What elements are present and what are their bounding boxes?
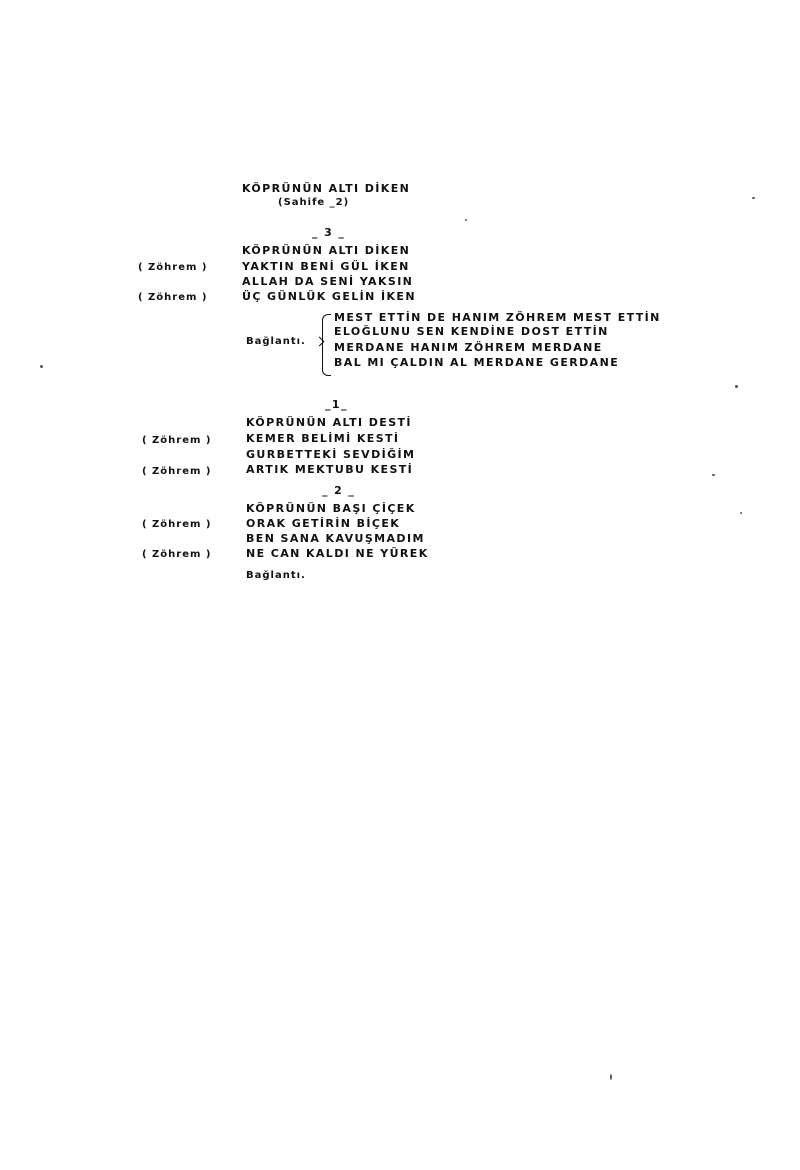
- refrain-line-1: MEST ETTİN DE HANIM ZÖHREM MEST ETTİN: [334, 311, 661, 324]
- scan-speck: [752, 197, 755, 199]
- verse3-line-3: ALLAH DA SENİ YAKSIN: [242, 275, 414, 288]
- verse3-line-2: YAKTIN BENİ GÜL İKEN: [242, 260, 410, 273]
- scan-speck: [40, 365, 43, 368]
- verse1-speaker-2: ( Zöhrem ): [142, 435, 212, 446]
- verse3-line-1: KÖPRÜNÜN ALTI DİKEN: [242, 244, 411, 257]
- verse2-speaker-2: ( Zöhrem ): [142, 519, 212, 530]
- scan-speck: [465, 219, 467, 221]
- refrain-line-3: MERDANE HANIM ZÖHREM MERDANE: [334, 341, 603, 354]
- verse2-refrain-label: Bağlantı.: [246, 570, 306, 581]
- verse-number-3: _ 3 _: [312, 226, 346, 239]
- verse1-speaker-4: ( Zöhrem ): [142, 466, 212, 477]
- refrain-label: Bağlantı.: [246, 336, 306, 347]
- verse1-line-3: GURBETTEKİ SEVDİĞİM: [246, 448, 416, 461]
- refrain-line-4: BAL MI ÇALDIN AL MERDANE GERDANE: [334, 356, 620, 369]
- scan-speck: [712, 474, 715, 476]
- scan-speck: [740, 512, 742, 514]
- verse2-line-3: BEN SANA KAVUŞMADIM: [246, 532, 425, 545]
- page-reference: (Sahife _2): [278, 197, 350, 208]
- scan-speck: [735, 385, 738, 388]
- song-title: KÖPRÜNÜN ALTI DİKEN: [242, 182, 411, 195]
- verse2-line-4: NE CAN KALDI NE YÜREK: [246, 547, 429, 560]
- scan-speck: [610, 1074, 612, 1080]
- verse1-line-4: ARTIK MEKTUBU KESTİ: [246, 463, 414, 476]
- verse-number-1: _1_: [325, 398, 348, 411]
- verse1-line-2: KEMER BELİMİ KESTİ: [246, 432, 400, 445]
- verse1-line-1: KÖPRÜNÜN ALTI DESTİ: [246, 416, 412, 429]
- refrain-brace: [322, 314, 331, 376]
- verse2-speaker-4: ( Zöhrem ): [142, 549, 212, 560]
- verse3-speaker-4: ( Zöhrem ): [138, 292, 208, 303]
- verse3-line-4: ÜÇ GÜNLÜK GELİN İKEN: [242, 290, 416, 303]
- verse-number-2: _ 2 _: [322, 484, 356, 497]
- verse2-line-2: ORAK GETİRİN BİÇEK: [246, 517, 401, 530]
- verse3-speaker-2: ( Zöhrem ): [138, 262, 208, 273]
- verse2-line-1: KÖPRÜNÜN BAŞI ÇİÇEK: [246, 502, 416, 515]
- refrain-line-2: ELOĞLUNU SEN KENDİNE DOST ETTİN: [334, 325, 609, 338]
